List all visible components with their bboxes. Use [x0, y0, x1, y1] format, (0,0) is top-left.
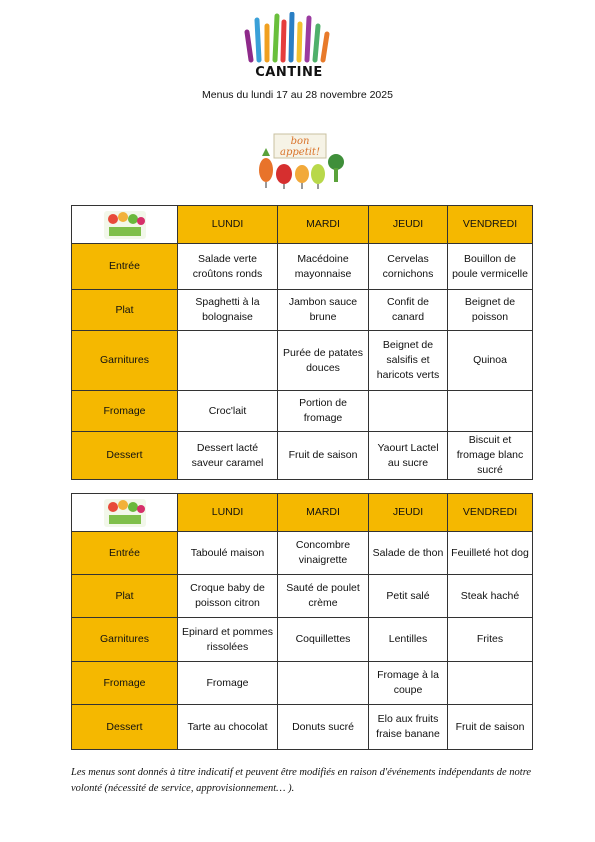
bon-appetit-vegetables-icon [252, 132, 348, 190]
menu-cell: Tarte au chocolat [178, 705, 278, 750]
menu-cell [448, 391, 533, 432]
disclaimer-note: Les menus sont donnés à titre indicatif et peuvent être modifiés en raison d'événements indépendants de notre volonté (nécessité de service, approvisionnement… ). [71, 767, 532, 794]
day-header: MARDI [278, 494, 369, 532]
logo-text: CANTINE [255, 65, 323, 80]
menu-cell: Confit de canard [369, 290, 448, 331]
menu-cell: Biscuit et fromage blanc sucré [448, 432, 533, 480]
menu-cell: Lentilles [369, 618, 448, 662]
menu-cell: Portion de fromage [278, 391, 369, 432]
day-header: JEUDI [369, 206, 448, 244]
row-label: Garnitures [72, 331, 178, 391]
menu-cell: Petit salé [369, 575, 448, 618]
day-header: VENDREDI [448, 494, 533, 532]
row-label: Plat [72, 290, 178, 331]
menu-cell [448, 662, 533, 705]
menu-cell: Fruit de saison [448, 705, 533, 750]
menu-cell: Fruit de saison [278, 432, 369, 480]
menu-cell [369, 391, 448, 432]
table-corner-image [72, 494, 178, 532]
menu-table-week1 [71, 205, 533, 480]
menu-cell: Elo aux fruits fraise banane [369, 705, 448, 750]
menu-cell: Feuilleté hot dog [448, 532, 533, 575]
menu-cell: Purée de patates douces [278, 331, 369, 391]
row-label: Fromage [72, 662, 178, 705]
cantine-logo-icon [243, 12, 335, 80]
menu-cell: Bouillon de poule vermicelle [448, 244, 533, 290]
menu-cell: Taboulé maison [178, 532, 278, 575]
row-label: Fromage [72, 391, 178, 432]
row-label: Dessert [72, 432, 178, 480]
menu-cell: Fromage à la coupe [369, 662, 448, 705]
menu-cell: Beignet de salsifis et haricots verts [369, 331, 448, 391]
menu-cell: Cervelas cornichons [369, 244, 448, 290]
row-label: Garnitures [72, 618, 178, 662]
menu-cell: Sauté de poulet crème [278, 575, 369, 618]
menu-cell [278, 662, 369, 705]
menu-period-title: Menus du lundi 17 au 28 novembre 2025 [202, 89, 393, 101]
vegetable-basket-icon [101, 209, 149, 241]
row-label: Dessert [72, 705, 178, 750]
menu-cell: Frites [448, 618, 533, 662]
menu-cell: Spaghetti à la bolognaise [178, 290, 278, 331]
menu-cell [178, 331, 278, 391]
appetit-text: appetit! [280, 147, 320, 158]
menu-cell: Quinoa [448, 331, 533, 391]
day-header: VENDREDI [448, 206, 533, 244]
menu-cell: Epinard et pommes rissolées [178, 618, 278, 662]
day-header: MARDI [278, 206, 369, 244]
row-label: Plat [72, 575, 178, 618]
day-header: LUNDI [178, 494, 278, 532]
day-header: JEUDI [369, 494, 448, 532]
row-label: Entrée [72, 532, 178, 575]
menu-cell: Yaourt Lactel au sucre [369, 432, 448, 480]
menu-cell: Coquillettes [278, 618, 369, 662]
menu-cell: Fromage [178, 662, 278, 705]
bon-text: bon [290, 136, 310, 147]
menu-cell: Beignet de poisson [448, 290, 533, 331]
row-label: Entrée [72, 244, 178, 290]
menu-cell: Macédoine mayonnaise [278, 244, 369, 290]
vegetable-basket-icon [101, 497, 149, 529]
menu-cell: Dessert lacté saveur caramel [178, 432, 278, 480]
menu-cell: Croque baby de poisson citron [178, 575, 278, 618]
menu-table-week2 [71, 493, 533, 750]
menu-cell: Donuts sucré [278, 705, 369, 750]
menu-cell: Jambon sauce brune [278, 290, 369, 331]
day-header: LUNDI [178, 206, 278, 244]
menu-cell: Steak haché [448, 575, 533, 618]
menu-cell: Concombre vinaigrette [278, 532, 369, 575]
menu-cell: Salade verte croûtons ronds [178, 244, 278, 290]
table-corner-image [72, 206, 178, 244]
menu-cell: Salade de thon [369, 532, 448, 575]
menu-cell: Croc'lait [178, 391, 278, 432]
